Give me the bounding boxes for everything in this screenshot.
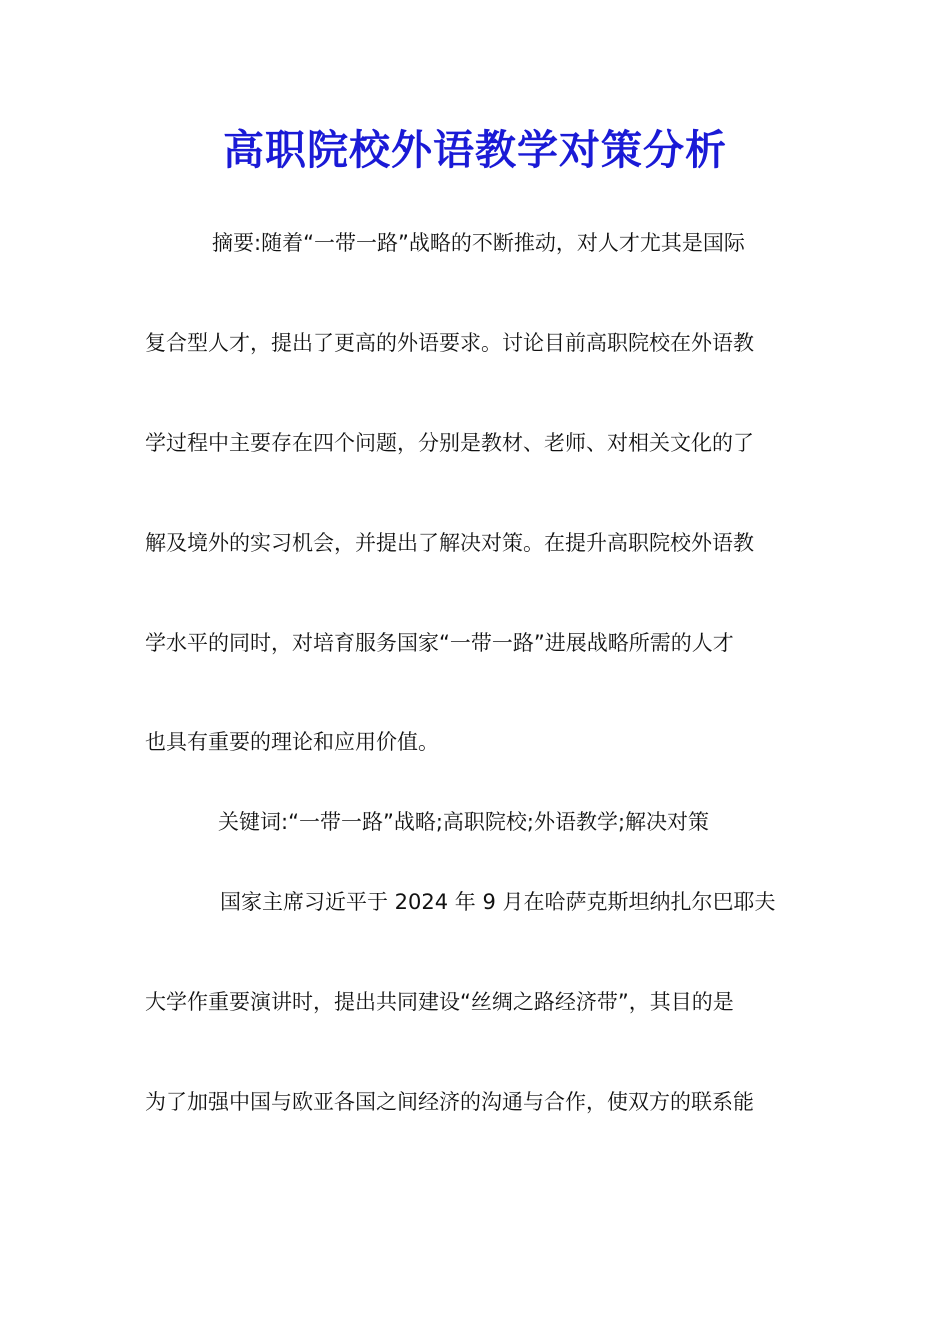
abstract-line: 复合型人才，提出了更高的外语要求。讨论目前高职院校在外语教 [145,331,754,355]
page-title: 高职院校外语教学对策分析 [223,126,727,174]
abstract-line: 学水平的同时，对培育服务国家“一带一路”进展战略所需的人才 [145,631,734,655]
body-line: 大学作重要演讲时，提出共同建设“丝绸之路经济带”，其目的是 [145,990,734,1014]
abstract-line: 摘要:随着“一带一路”战略的不断推动，对人才尤其是国际 [212,231,745,255]
abstract-line: 学过程中主要存在四个问题，分别是教材、老师、对相关文化的了 [145,431,754,455]
abstract-line: 也具有重要的理论和应用价值。 [145,730,439,754]
abstract-line: 解及境外的实习机会，并提出了解决对策。在提升高职院校外语教 [145,531,754,555]
body-line: 为了加强中国与欧亚各国之间经济的沟通与合作，使双方的联系能 [145,1090,754,1114]
body-line: 国家主席习近平于 2024 年 9 月在哈萨克斯坦纳扎尔巴耶夫 [220,890,776,914]
keywords-line: 关键词:“一带一路”战略;高职院校;外语教学;解决对策 [218,810,710,834]
